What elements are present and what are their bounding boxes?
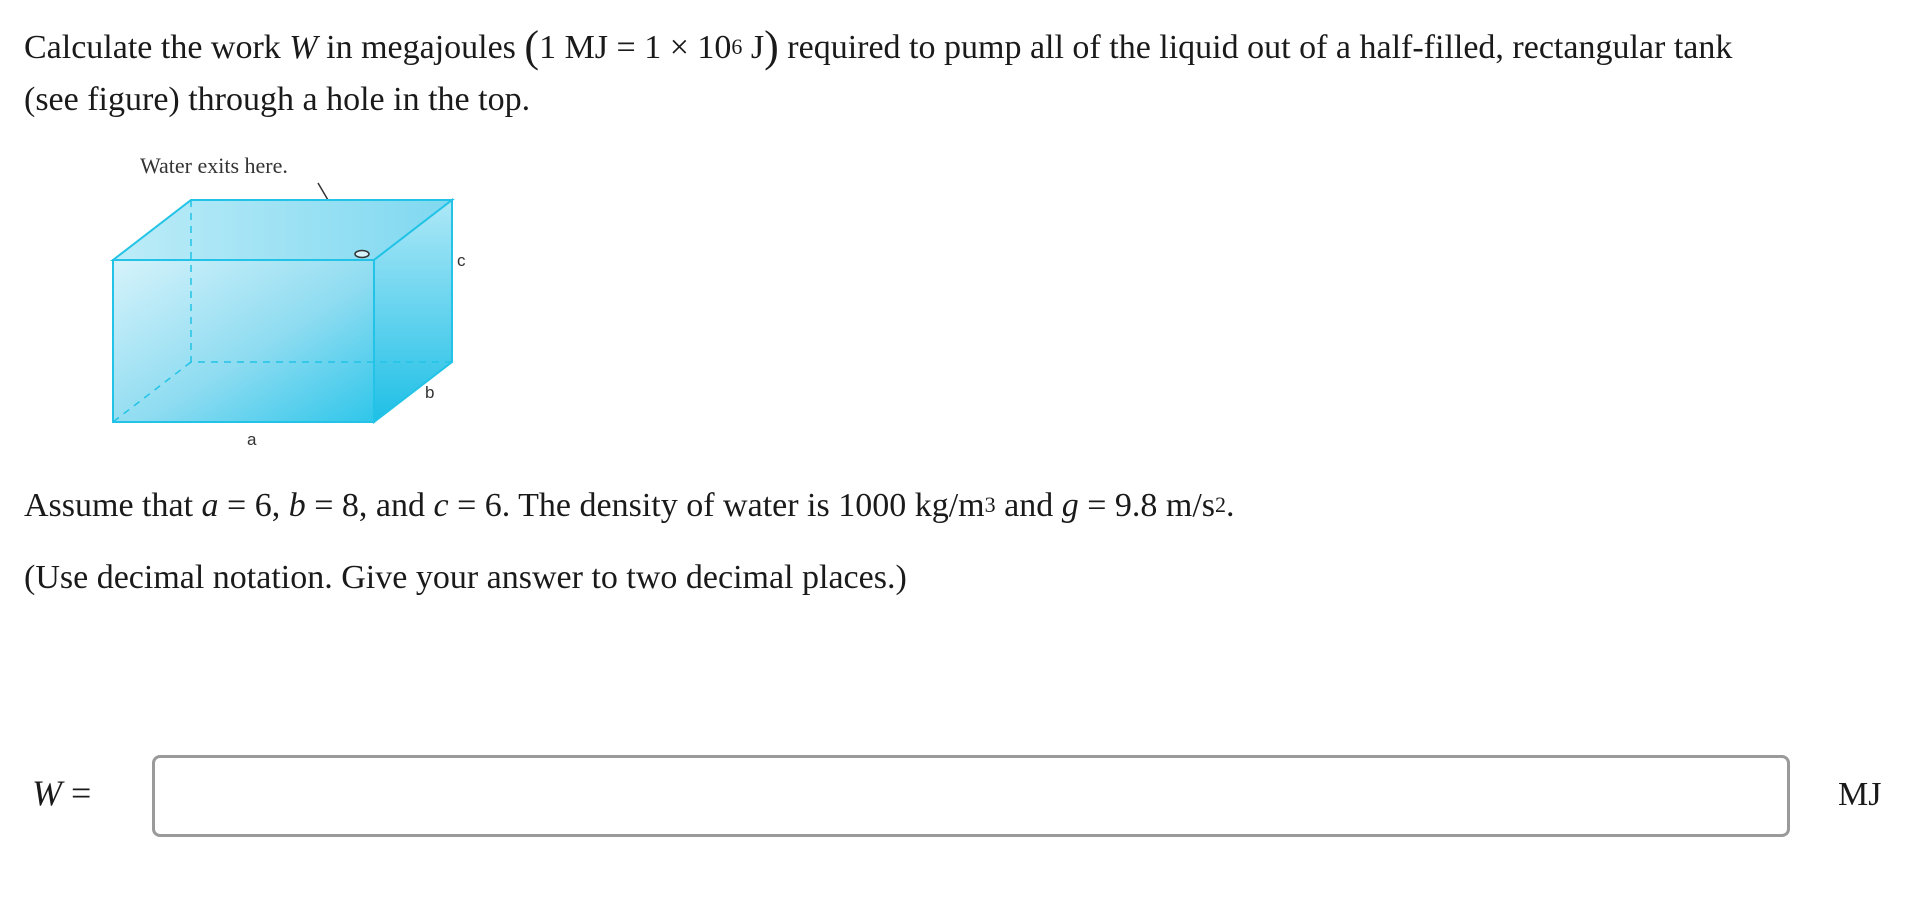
variable-g: g xyxy=(1061,487,1079,524)
dimension-label-a: a xyxy=(247,430,257,449)
intro-text: Calculate the work xyxy=(24,29,290,66)
joule-unit: J xyxy=(742,29,765,66)
tank-figure xyxy=(100,150,480,450)
equals-sign: = xyxy=(62,773,92,813)
exponent: 6 xyxy=(731,34,743,59)
density-text: = 6. The density of water is 1000 kg/m xyxy=(448,487,985,524)
unit-label: MJ xyxy=(1838,776,1882,813)
dimension-label-b: b xyxy=(425,383,435,402)
exponent: 2 xyxy=(1215,492,1227,517)
answer-input[interactable] xyxy=(152,755,1790,837)
right-paren: ) xyxy=(764,22,779,71)
assume-text: = 8, and xyxy=(305,487,434,524)
dimension-label-c: c xyxy=(457,251,466,270)
problem-statement xyxy=(24,22,1732,126)
assume-text: = 6, xyxy=(218,487,289,524)
tank-front-face xyxy=(113,260,374,422)
megajoule-definition: 1 MJ = 1 × 10 xyxy=(539,29,732,66)
intro-text: in megajoules xyxy=(317,29,525,66)
gravity-text: = 9.8 m/s xyxy=(1078,487,1216,524)
answer-variable: W xyxy=(32,773,62,813)
work-variable: W xyxy=(289,29,318,66)
intro-text: required to pump all of the liquid out of a half-filled, rectangular tank xyxy=(778,29,1733,66)
assume-text: and xyxy=(995,487,1062,524)
variable-a: a xyxy=(201,487,219,524)
intro-line-2: (see figure) through a hole in the top. xyxy=(24,81,531,118)
variable-b: b xyxy=(288,487,306,524)
assume-text: Assume that xyxy=(24,487,202,524)
assumptions-text xyxy=(24,480,1235,532)
left-paren: ( xyxy=(524,22,540,71)
exit-hole-icon xyxy=(355,251,369,258)
exit-callout: Water exits here. xyxy=(140,153,288,178)
period: . xyxy=(1226,487,1235,524)
variable-c: c xyxy=(433,487,449,524)
answer-instruction: (Use decimal notation. Give your answer to two decimal places.) xyxy=(24,559,907,596)
exponent: 3 xyxy=(984,492,996,517)
answer-label xyxy=(32,772,91,814)
